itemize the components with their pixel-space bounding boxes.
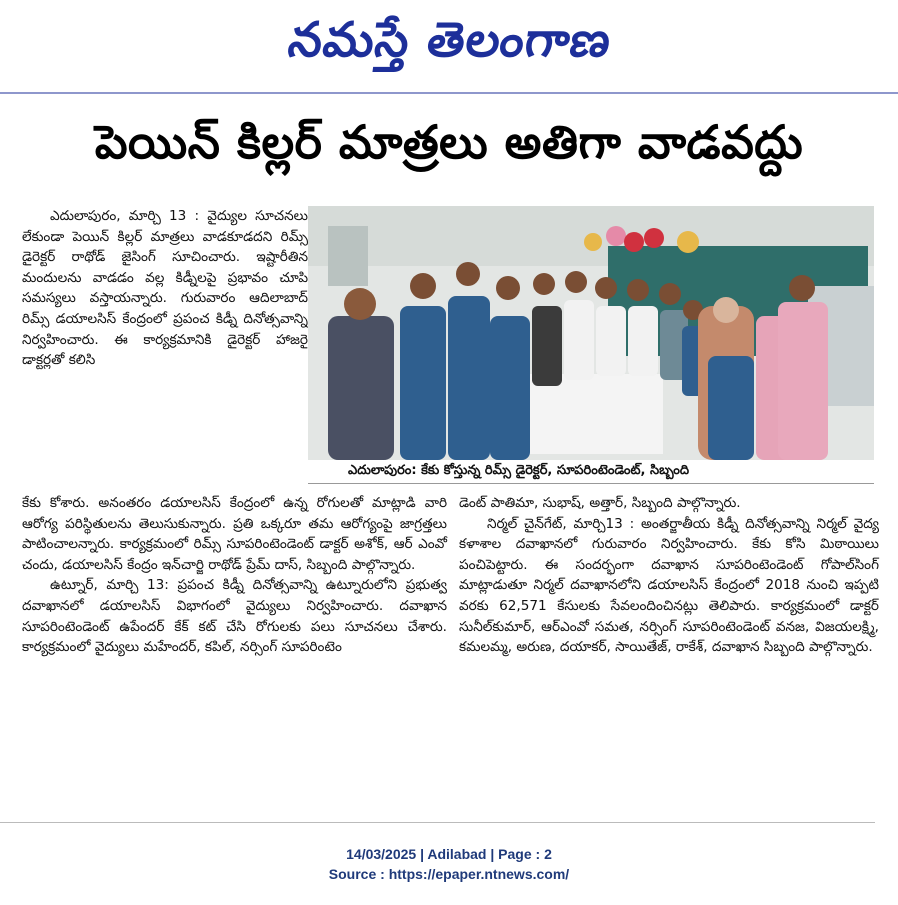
footer-divider — [0, 822, 875, 823]
article-photo — [308, 206, 874, 460]
photo-illustration — [308, 206, 874, 460]
masthead — [0, 0, 898, 92]
masthead-divider — [0, 92, 898, 94]
newspaper-logo: నమస్తే తెలంగాణ — [284, 12, 616, 68]
right-paragraph-2: నిర్మల్ చైన్‌గేట్, మార్చి13 : అంతర్జాతీయ కిడ్నీ దినోత్సవాన్ని నిర్మల్ వైద్య కళాశాల దవాఖానలో గురువారం నిర్వహించారు. కేకు కోసి మిఠాయిలు పంచిపెట్టారు. ఈ సందర్భంగా దవాఖాన సూపరింటెండెంట్ గోపాల్‌సింగ్ మాట్లాడుతూ నిర్మల్ దవాఖానలోని డయాలసిస్ కేంద్రంలో 2018 నుంచి ఇప్పటి వరకు 62,571 కేసులకు సేవలందించినట్లు తెలిపారు. కార్యక్రమంలో డాక్టర్ సునీల్‌కుమార్, ఆర్‌ఎంవో సమత, నర్సింగ్ సూపరింటెండెంట్ వనజ, విజయలక్ష్మి, కమలమ్మ, అరుణ, దయాకర్, సాయితేజ్, రాకేశ్, దవాఖాన సిబ్బంది పాల్గొన్నారు. — [459, 515, 879, 656]
left-paragraph-2: ఉట్నూర్, మార్చి 13: ప్రపంచ కిడ్నీ దినోత్సవాన్ని ఉట్నూరులోని ప్రభుత్వ దవాఖానలో డయాలసిస్ విభాగంలో వైద్యులు నిర్వహించారు. దవాఖాన సూపరింటెండెంట్ ఉపేందర్ కేక్ కట్ చేసి రోగులకు పలు సూచనలు చేశారు. కార్యక్రమంలో వైద్యులు మహేందర్, కపిల్, నర్సింగ్ సూపరింటెం — [22, 577, 447, 656]
article-intro-column — [22, 206, 308, 371]
intro-paragraph: ఎదులాపురం, మార్చి 13 : వైద్యుల సూచనలు లేకుండా పెయిన్ కిల్లర్ మాత్రలు వాడకూడదని రిమ్స్ డైరెక్టర్ రాథోడ్ జైసింగ్ సూచించారు. ఇష్టారీతిన మందులను వాడడం వల్ల కిడ్నీలపై ప్రభావం చూపి సమస్యలు వస్తాయన్నారు. గురువారం ఆదిలాబాద్ రిమ్స్ డయాలసిస్ కేంద్రంలో ప్రపంచ కిడ్నీ దినోత్సవాన్ని నిర్వహించారు. ఈ కార్యక్రమానికి డైరెక్టర్ హాజరై డాక్టర్లతో కలిసి — [22, 208, 308, 369]
footer-source-link[interactable]: Source : https://epaper.ntnews.com/ — [328, 866, 570, 882]
right-paragraph-1: డెంట్ పాతిమా, సుభాష్, అత్తార్, సిబ్బంది పాల్గొన్నారు. — [459, 495, 741, 511]
footer-date-edition: 14/03/2025 | Adilabad | Page : 2 — [346, 846, 552, 862]
photo-caption: ఎదులాపురం: కేకు కోస్తున్న రిమ్స్ డైరెక్టర్, సూపరింటెండెంట్, సిబ్బంది — [308, 460, 874, 484]
article-left-column — [22, 493, 447, 658]
left-paragraph-1: కేకు కోశారు. అనంతరం డయాలసిస్ కేంద్రంలో ఉన్న రోగులతో మాట్లాడి వారి ఆరోగ్య పరిస్థితులను తెలుసుకున్నారు. ప్రతి ఒక్కరూ తమ ఆరోగ్యంపై జాగ్రత్తలు పాటించాలన్నారు. కార్యక్రమంలో రిమ్స్ సూపరింటెండెంట్ డాక్టర్ అశోక్, ఆర్ ఎంవో చందు, డయాలసిస్ కేంద్రం ఇన్‌చార్జి రాథోడ్ ప్రేమ్ దాస్, సిబ్బంది పాల్గొన్నారు. — [22, 495, 447, 573]
article-headline: పెయిన్ కిల్లర్ మాత్రలు అతిగా వాడవద్దు — [94, 115, 804, 169]
article-right-column — [459, 493, 879, 658]
